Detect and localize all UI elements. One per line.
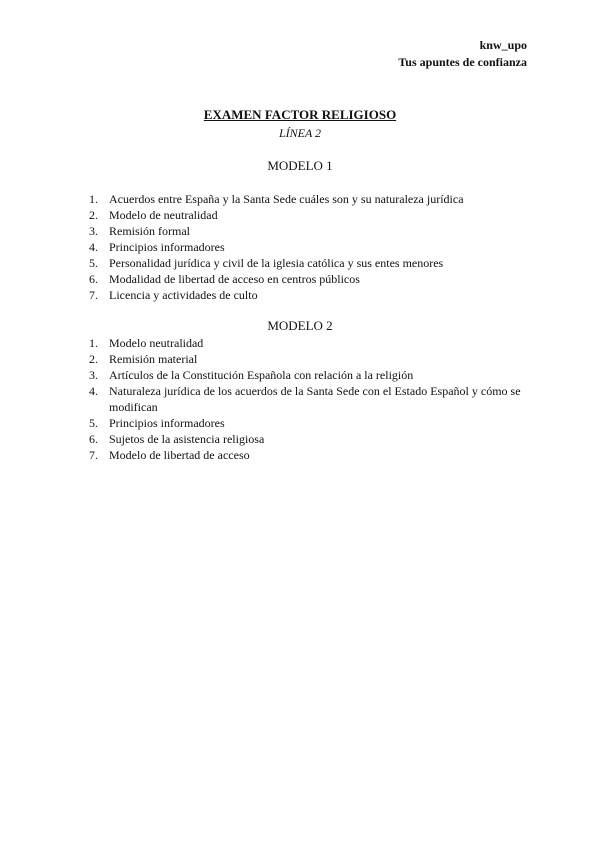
item-number: 3. bbox=[89, 368, 98, 382]
document-header bbox=[398, 37, 527, 71]
item-text: Modelo de libertad de acceso bbox=[109, 448, 250, 462]
item-number: 7. bbox=[89, 288, 98, 302]
list-item bbox=[80, 223, 530, 239]
item-number: 4. bbox=[89, 240, 98, 254]
item-number: 7. bbox=[89, 448, 98, 462]
item-number: 5. bbox=[89, 416, 98, 430]
item-text: Principios informadores bbox=[109, 416, 225, 430]
list-item bbox=[80, 415, 530, 431]
item-number: 2. bbox=[89, 352, 98, 366]
list-item bbox=[80, 431, 530, 447]
model-2-question-list bbox=[80, 335, 530, 463]
item-text: Modelo de neutralidad bbox=[109, 208, 218, 222]
item-number: 6. bbox=[89, 272, 98, 286]
item-text: Remisión material bbox=[109, 352, 198, 366]
item-number: 3. bbox=[89, 224, 98, 238]
item-text: Sujetos de la asistencia religiosa bbox=[109, 432, 265, 446]
model-1-heading: MODELO 1 bbox=[267, 158, 333, 173]
page-subtitle: LÍNEA 2 bbox=[278, 126, 322, 140]
list-item bbox=[80, 239, 530, 255]
list-item bbox=[80, 335, 530, 351]
item-number: 1. bbox=[89, 192, 98, 206]
item-number: 4. bbox=[89, 384, 98, 398]
model-1-question-list bbox=[80, 191, 530, 303]
item-text: Principios informadores bbox=[109, 240, 225, 254]
item-number: 1. bbox=[89, 336, 98, 350]
header-brand: knw_upo bbox=[479, 38, 527, 52]
item-text: Licencia y actividades de culto bbox=[109, 288, 258, 302]
item-text: Personalidad jurídica y civil de la iglesia católica y sus entes menores bbox=[109, 256, 444, 270]
list-item bbox=[80, 351, 530, 367]
item-text: Acuerdos entre España y la Santa Sede cuáles son y su naturaleza jurídica bbox=[109, 192, 464, 206]
list-item bbox=[80, 383, 530, 415]
header-tagline: Tus apuntes de confianza bbox=[398, 55, 527, 69]
list-item bbox=[80, 287, 530, 303]
item-text: Remisión formal bbox=[109, 224, 190, 238]
list-item bbox=[80, 191, 530, 207]
list-item bbox=[80, 447, 530, 463]
item-text: Naturaleza jurídica de los acuerdos de la Santa Sede con el Estado Español y cómo se modifican bbox=[109, 384, 521, 414]
list-item bbox=[80, 207, 530, 223]
page-title: EXAMEN FACTOR RELIGIOSO bbox=[203, 107, 397, 122]
list-item bbox=[80, 367, 530, 383]
list-item bbox=[80, 271, 530, 287]
model-2-heading: MODELO 2 bbox=[267, 318, 333, 333]
item-text: Modelo neutralidad bbox=[109, 336, 204, 350]
item-text: Modalidad de libertad de acceso en centros públicos bbox=[109, 272, 360, 286]
item-number: 6. bbox=[89, 432, 98, 446]
list-item bbox=[80, 255, 530, 271]
item-text: Artículos de la Constitución Española con relación a la religión bbox=[109, 368, 414, 382]
item-number: 2. bbox=[89, 208, 98, 222]
item-number: 5. bbox=[89, 256, 98, 270]
